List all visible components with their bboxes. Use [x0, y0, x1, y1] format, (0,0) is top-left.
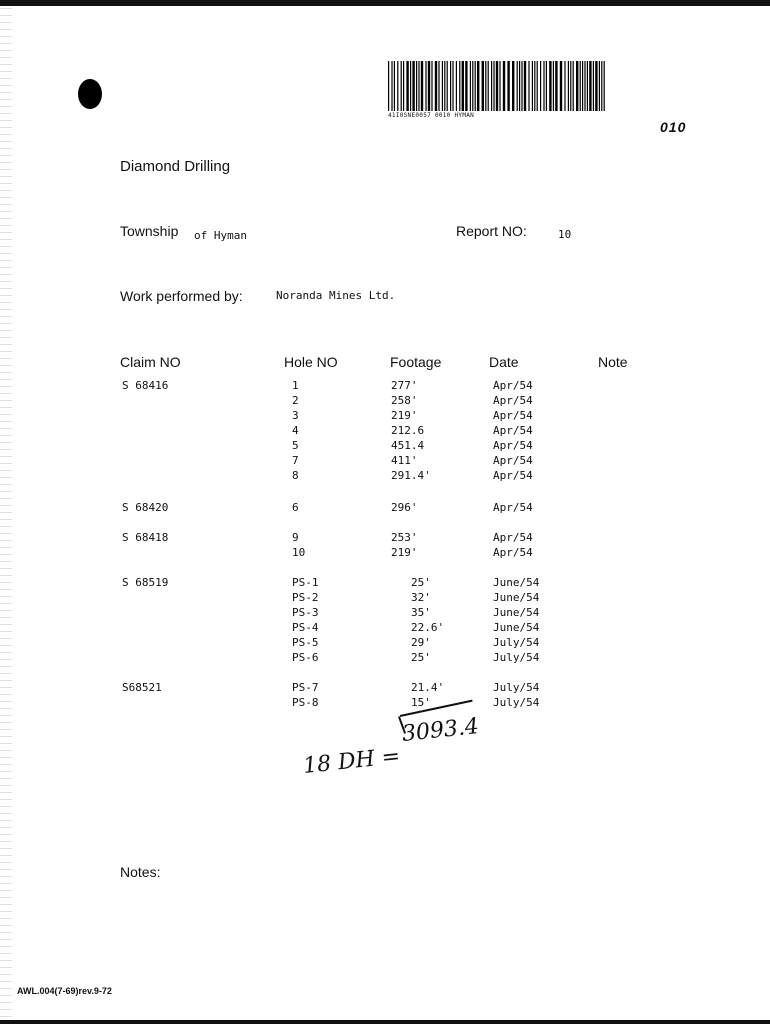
footage-value: 22.6'	[411, 621, 445, 634]
barcode-bar	[447, 61, 448, 111]
footage-value: 25'	[411, 651, 431, 664]
barcode-bar	[599, 61, 600, 111]
hole-number: 9	[292, 531, 299, 544]
hole-number: 4	[292, 424, 299, 437]
barcode-bar	[472, 61, 473, 111]
barcode-bar	[391, 61, 392, 111]
date-value: Apr/54	[493, 439, 533, 452]
footage-value: 29'	[411, 636, 431, 649]
date-value: July/54	[493, 696, 540, 709]
barcode-bar	[394, 61, 395, 111]
barcode-bar	[431, 61, 432, 111]
hole-number: PS-3	[292, 606, 319, 619]
date-value: Apr/54	[493, 424, 533, 437]
hole-number: 7	[292, 454, 299, 467]
hole-number: PS-1	[292, 576, 319, 589]
barcode-bar	[576, 61, 578, 111]
column-header-note: Note	[598, 354, 628, 370]
barcode-bar	[444, 61, 445, 111]
column-header-footage: Footage	[390, 354, 442, 370]
footage-value: 15'	[411, 696, 431, 709]
page-title: Diamond Drilling	[120, 158, 231, 175]
barcode-bar	[537, 61, 538, 111]
footage-column-group-4	[411, 575, 444, 665]
date-column-group-3	[493, 530, 533, 560]
hole-number: PS-7	[292, 681, 319, 694]
barcode-bar	[421, 61, 423, 111]
hole-number: 5	[292, 439, 299, 452]
claim-number: S 68420	[122, 501, 169, 514]
barcode-bar	[475, 61, 476, 111]
work-performed-label: Work performed by:	[120, 288, 243, 304]
barcode-bar	[459, 61, 460, 111]
barcode-bar	[593, 61, 594, 111]
barcode-bar	[521, 61, 522, 111]
report-number-value: 10	[558, 228, 572, 241]
scan-edge-noise	[0, 8, 12, 1018]
barcode-bar	[580, 61, 581, 111]
date-value: Apr/54	[493, 379, 533, 392]
handwritten-total-footage: 3093.4	[400, 714, 481, 747]
form-code: AWL.004(7-69)rev.9-72	[17, 986, 112, 996]
footage-column-group-3	[391, 530, 418, 560]
barcode-bar	[512, 61, 514, 111]
township-value: of Hyman	[194, 229, 247, 242]
township-label: Township	[120, 223, 179, 239]
date-value: Apr/54	[493, 546, 533, 559]
barcode-bar	[604, 61, 605, 111]
date-value: June/54	[493, 621, 540, 634]
barcode-bar	[549, 61, 551, 111]
barcode-bar	[528, 61, 529, 111]
hole-number: 1	[292, 379, 299, 392]
barcode-bar	[425, 61, 426, 111]
barcode-bar	[584, 61, 585, 111]
barcode-bar	[442, 61, 443, 111]
file-number: 010	[660, 119, 687, 135]
column-header-date: Date	[489, 354, 519, 370]
barcode-bar	[524, 61, 526, 111]
date-value: Apr/54	[493, 394, 533, 407]
work-performed-value: Noranda Mines Ltd.	[276, 289, 396, 302]
hole-column-group-5	[292, 680, 319, 710]
barcode-bar	[499, 61, 500, 111]
footage-value: 296'	[391, 501, 418, 514]
barcode-bar	[406, 61, 408, 111]
footage-value: 219'	[391, 546, 418, 559]
barcode-bar	[410, 61, 411, 111]
barcode-bar	[401, 61, 402, 111]
date-value: June/54	[493, 576, 540, 589]
hole-number: PS-4	[292, 621, 319, 634]
barcode-bar	[470, 61, 471, 111]
column-header-hole: Hole NO	[284, 354, 338, 370]
barcode	[388, 61, 606, 111]
footage-value: 291.4'	[391, 469, 431, 482]
barcode-bar	[519, 61, 520, 111]
footage-value: 21.4'	[411, 681, 445, 694]
date-value: Apr/54	[493, 501, 533, 514]
date-value: July/54	[493, 651, 540, 664]
hole-column-group-1	[292, 378, 299, 483]
barcode-bar	[595, 61, 597, 111]
barcode-bar	[568, 61, 569, 111]
column-header-claim: Claim NO	[120, 354, 181, 370]
footage-value: 277'	[391, 379, 418, 392]
hole-column-group-4	[292, 575, 319, 665]
date-column-group-1	[493, 378, 533, 483]
barcode-bar	[465, 61, 467, 111]
barcode-bar	[503, 61, 505, 111]
barcode-bar	[507, 61, 509, 111]
footage-value: 32'	[411, 591, 431, 604]
barcode-bar	[573, 61, 574, 111]
barcode-bar	[403, 61, 404, 111]
report-number-label: Report NO:	[456, 223, 527, 239]
barcode-bar	[456, 61, 457, 111]
date-value: June/54	[493, 591, 540, 604]
handwritten-hole-count: 18 DH =	[301, 743, 402, 780]
date-column-group-4	[493, 575, 539, 665]
barcode-bar	[555, 61, 557, 111]
barcode-bar	[418, 61, 419, 111]
hole-number: 8	[292, 469, 299, 482]
barcode-bar	[587, 61, 588, 111]
hole-column-group-3	[292, 530, 305, 560]
footage-value: 219'	[391, 409, 418, 422]
claim-number: S 68418	[122, 531, 169, 544]
footage-value: 258'	[391, 394, 418, 407]
date-value: June/54	[493, 606, 540, 619]
hole-number: 10	[292, 546, 306, 559]
barcode-bar	[546, 61, 547, 111]
hole-number: PS-5	[292, 636, 319, 649]
barcode-bar	[482, 61, 484, 111]
hole-number: PS-8	[292, 696, 319, 709]
footage-value: 253'	[391, 531, 418, 544]
footage-value: 212.6	[391, 424, 425, 437]
barcode-bar	[534, 61, 535, 111]
hole-number: 3	[292, 409, 299, 422]
claim-number: S 68519	[122, 576, 169, 589]
barcode-bar	[543, 61, 544, 111]
barcode-bar	[462, 61, 464, 111]
date-value: July/54	[493, 636, 540, 649]
date-value: Apr/54	[493, 469, 533, 482]
top-border	[0, 0, 770, 6]
barcode-bar	[450, 61, 451, 111]
hole-number: PS-2	[292, 591, 319, 604]
barcode-bar	[488, 61, 489, 111]
footage-value: 25'	[411, 576, 431, 589]
claim-number: S 68416	[122, 379, 169, 392]
bottom-border	[0, 1020, 770, 1024]
hole-number: 2	[292, 394, 299, 407]
barcode-bar	[570, 61, 571, 111]
barcode-bar	[532, 61, 533, 111]
date-column-group-5	[493, 680, 539, 710]
barcode-bar	[517, 61, 518, 111]
barcode-bar	[397, 61, 398, 111]
barcode-bar	[553, 61, 554, 111]
barcode-bar	[435, 61, 437, 111]
barcode-bar	[491, 61, 492, 111]
barcode-bar	[601, 61, 602, 111]
barcode-bar	[452, 61, 453, 111]
footage-value: 451.4	[391, 439, 425, 452]
barcode-bar	[412, 61, 414, 111]
barcode-bar	[496, 61, 498, 111]
hole-number: 6	[292, 501, 299, 514]
barcode-bar	[416, 61, 417, 111]
barcode-bar	[589, 61, 591, 111]
barcode-bar	[564, 61, 565, 111]
footage-column-group-1	[391, 378, 431, 483]
barcode-bar	[388, 61, 389, 111]
date-value: July/54	[493, 681, 540, 694]
date-value: Apr/54	[493, 454, 533, 467]
barcode-bar	[493, 61, 494, 111]
barcode-bar	[477, 61, 479, 111]
date-value: Apr/54	[493, 409, 533, 422]
barcode-bar	[428, 61, 430, 111]
hole-punch	[78, 79, 102, 109]
hole-number: PS-6	[292, 651, 319, 664]
notes-label: Notes:	[120, 864, 161, 880]
barcode-bar	[560, 61, 562, 111]
footage-value: 35'	[411, 606, 431, 619]
barcode-caption: 41I0SNE0057 0010 HYMAN	[388, 112, 475, 119]
barcode-bar	[438, 61, 439, 111]
barcode-bar	[485, 61, 486, 111]
claim-number: S68521	[122, 681, 162, 694]
date-value: Apr/54	[493, 531, 533, 544]
barcode-bar	[582, 61, 583, 111]
footage-value: 411'	[391, 454, 418, 467]
barcode-bar	[540, 61, 541, 111]
